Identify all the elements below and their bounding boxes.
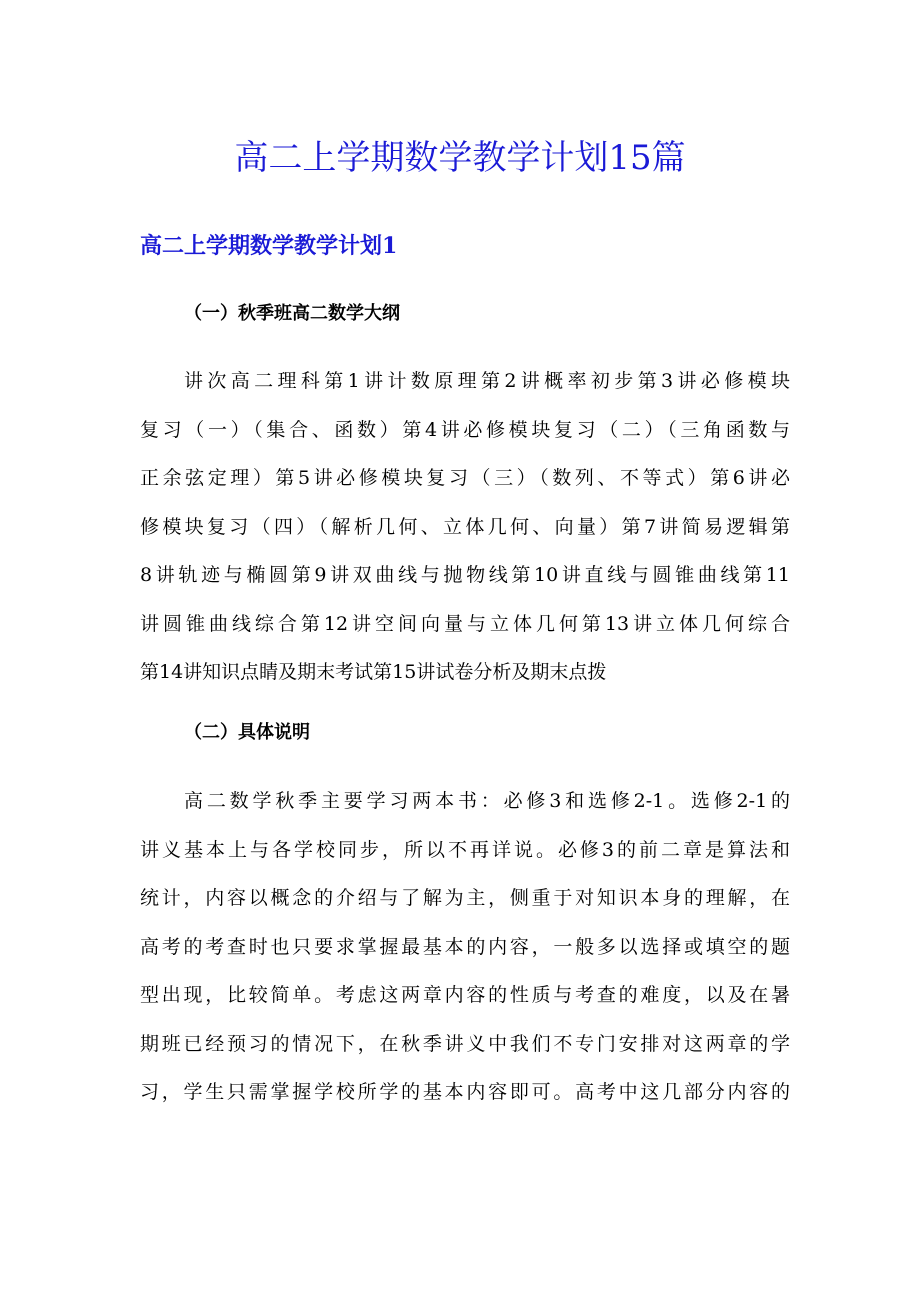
paragraph-line: 习，学生只需掌握学校所学的基本内容即可。高考中这几部分内容的 [140, 1081, 790, 1103]
sub-heading-outline: （一）秋季班高二数学大纲 [184, 303, 400, 324]
paragraph-line: 正余弦定理）第5讲必修模块复习（三）（数列、不等式）第6讲必 [140, 467, 790, 489]
paragraph-outline [140, 366, 790, 706]
paragraph-line: 讲次高二理科第1讲计数原理第2讲概率初步第3讲必修模块 [184, 370, 790, 392]
paragraph-line: 统计，内容以概念的介绍与了解为主，侧重于对知识本身的理解，在 [140, 887, 790, 909]
paragraph-line: 高考的考查时也只要求掌握最基本的内容，一般多以选择或填空的题 [140, 935, 790, 958]
sub-heading-details: （二）具体说明 [184, 722, 310, 743]
paragraph-line: 期班已经预习的情况下，在秋季讲义中我们不专门安排对这两章的学 [140, 1032, 790, 1055]
paragraph-line: 讲圆锥曲线综合第12讲空间向量与立体几何第13讲立体几何综合 [140, 612, 790, 635]
document-title: 高二上学期数学教学计划15篇 [234, 138, 686, 178]
paragraph-line: 讲义基本上与各学校同步，所以不再详说。必修3的前二章是算法和 [140, 838, 790, 861]
paragraph-details [140, 786, 790, 1126]
paragraph-line: 修模块复习（四）（解析几何、立体几何、向量）第7讲简易逻辑第 [140, 515, 790, 538]
paragraph-line: 8讲轨迹与椭圆第9讲双曲线与抛物线第10讲直线与圆锥曲线第11 [140, 564, 790, 586]
paragraph-line: 复习（一）（集合、函数）第4讲必修模块复习（二）（三角函数与 [140, 418, 790, 441]
section-title: 高二上学期数学教学计划1 [140, 233, 398, 259]
paragraph-line: 型出现，比较简单。考虑这两章内容的性质与考查的难度，以及在暑 [140, 984, 790, 1006]
paragraph-line: 第14讲知识点睛及期末考试第15讲试卷分析及期末点拨 [140, 661, 607, 683]
paragraph-line: 高二数学秋季主要学习两本书：必修3和选修2-1。选修2-1的 [184, 790, 790, 812]
